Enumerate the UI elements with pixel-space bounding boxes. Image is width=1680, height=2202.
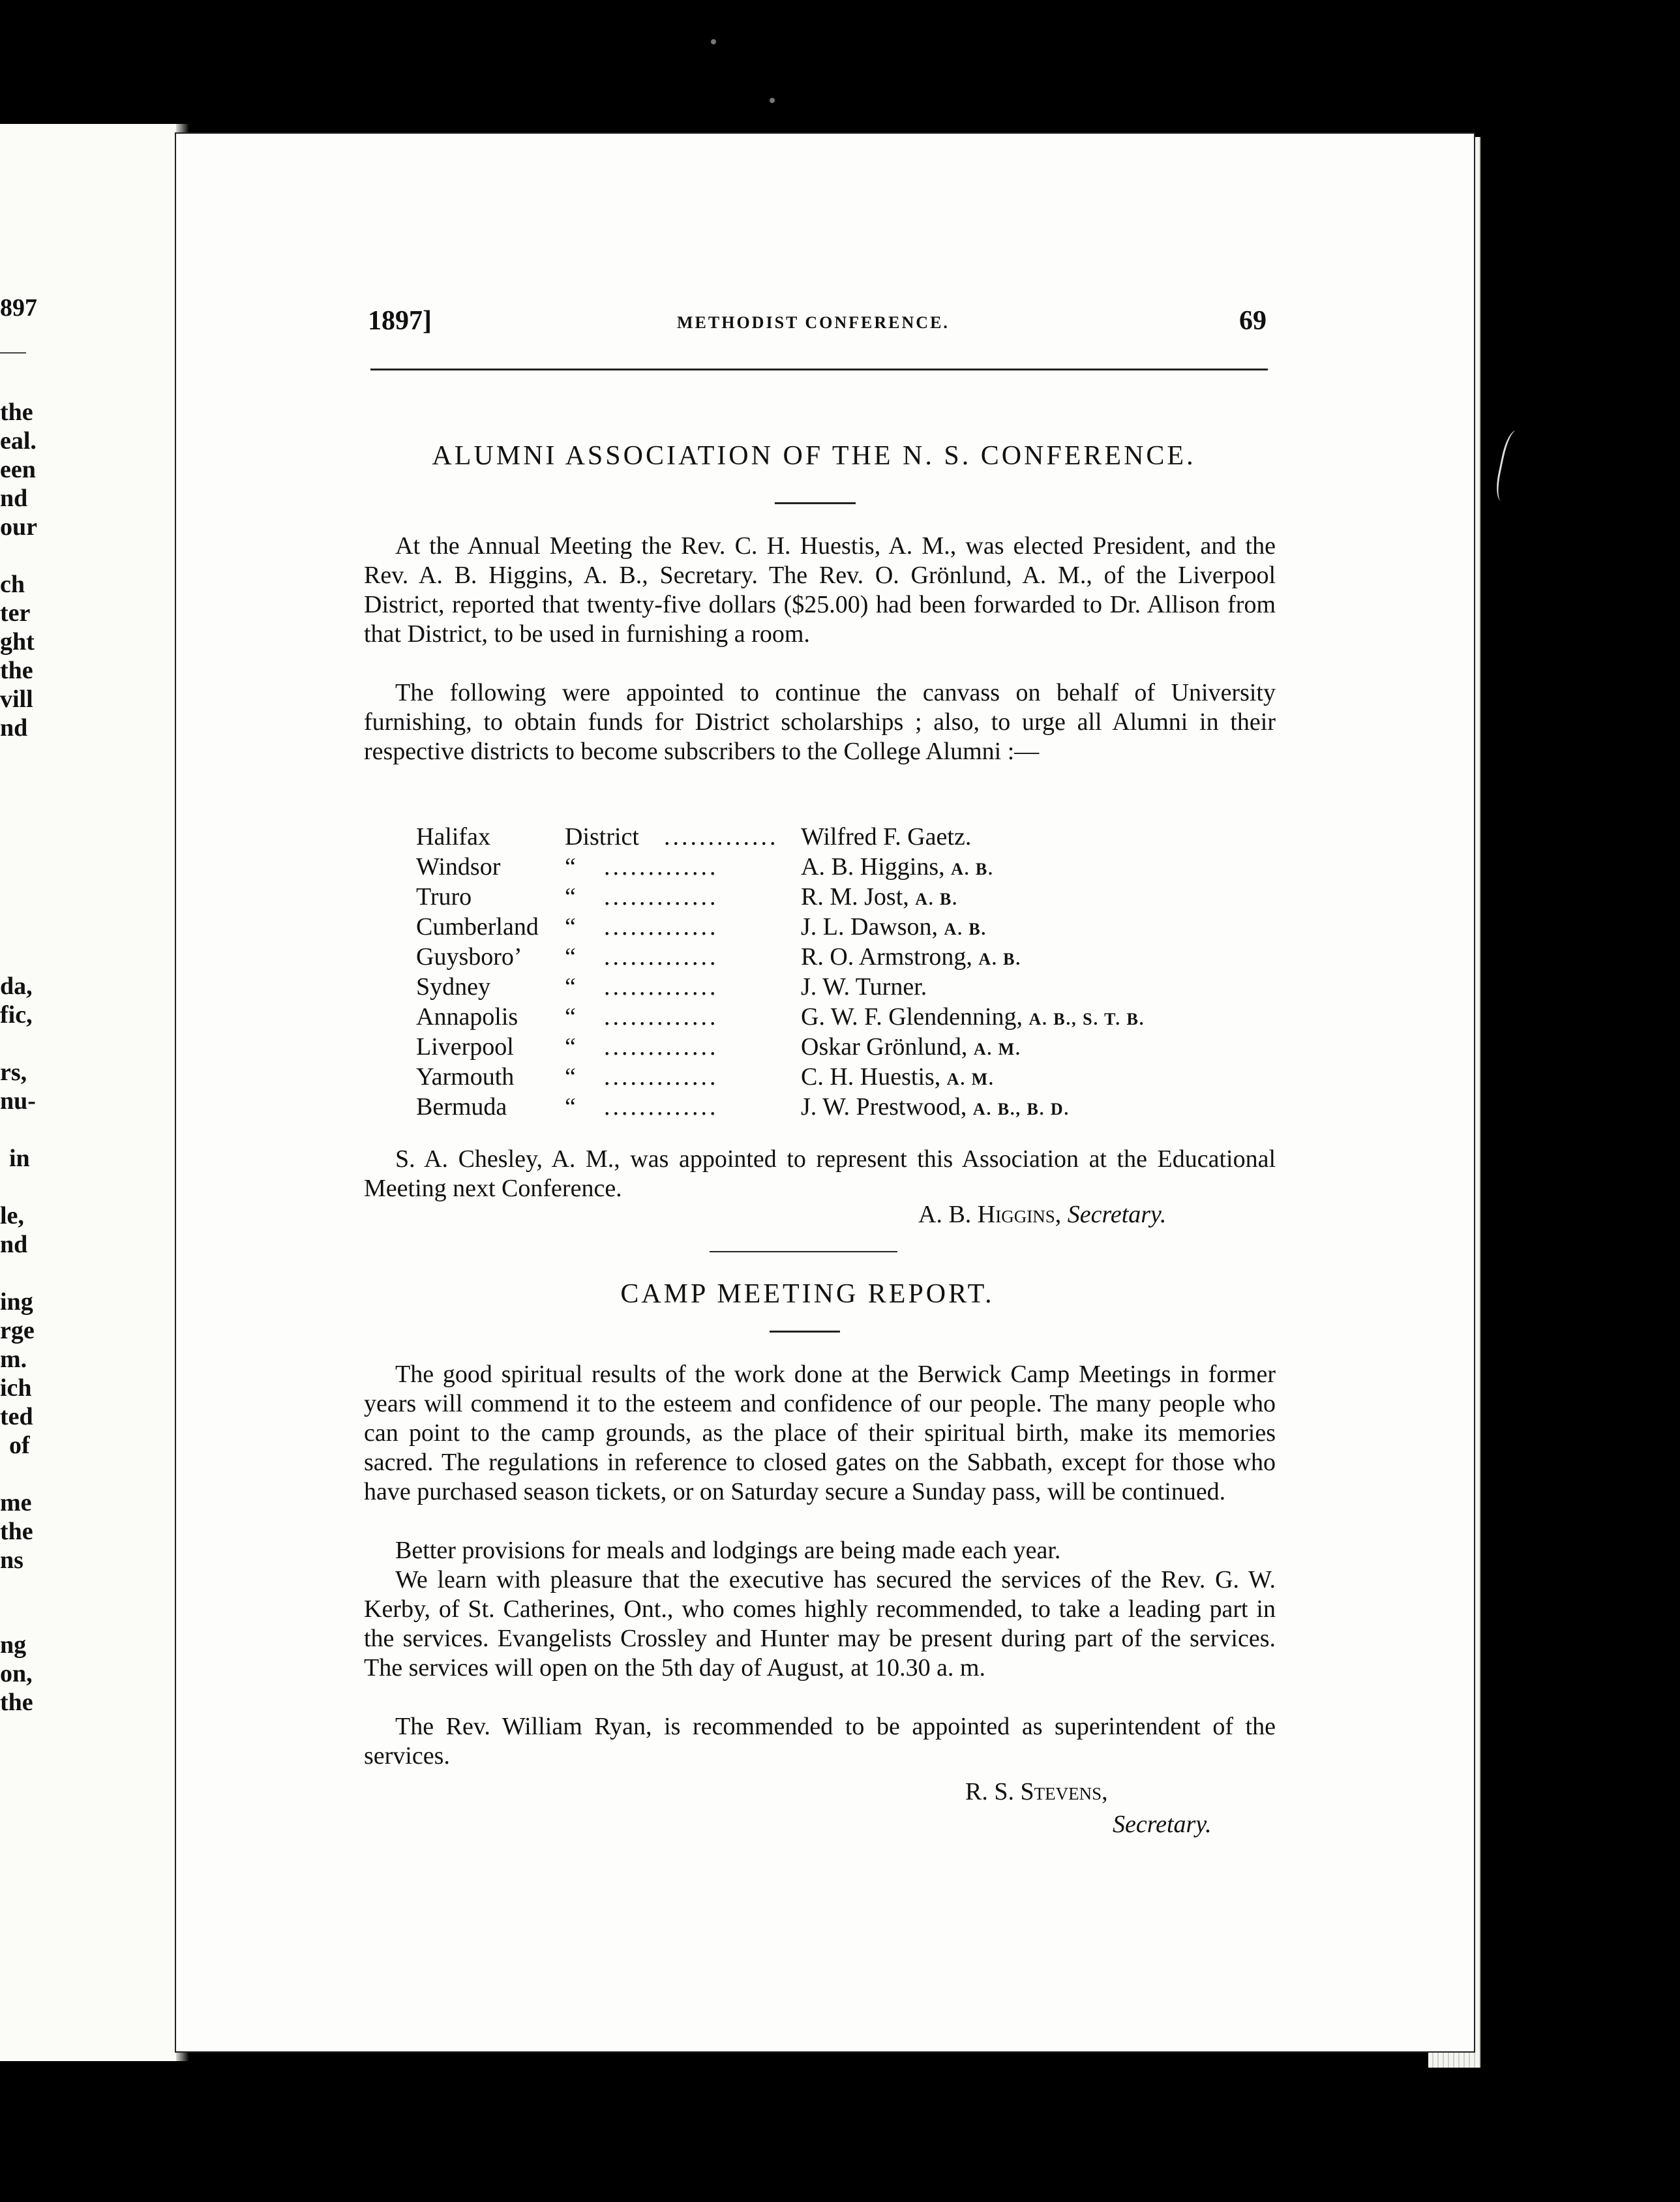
- left-page-fragment: ted: [0, 1403, 33, 1430]
- district-canvasser: [801, 972, 927, 1004]
- alumni-signature-name: A. B. Higgins,: [918, 1201, 1062, 1228]
- canvasser-name: C. H. Huestis,: [801, 1063, 941, 1091]
- district-canvasser: [801, 942, 1021, 974]
- canvasser-name: Wilfred F. Gaetz.: [801, 823, 972, 851]
- left-page-fragment: ich: [0, 1374, 32, 1402]
- district-canvasser: [801, 852, 994, 884]
- district-ditto: “: [565, 853, 576, 881]
- canvasser-name: R. M. Jost,: [801, 883, 909, 911]
- district-name: Truro: [416, 883, 472, 911]
- canvasser-name: Oskar Grönlund,: [801, 1033, 968, 1061]
- district-name: Sydney: [416, 973, 490, 1001]
- left-page-fragment: ch: [0, 571, 25, 598]
- alumni-title-rule: [775, 502, 856, 504]
- header-rule: [370, 369, 1268, 370]
- alumni-paragraph-3: S. A. Chesley, A. M., was appointed to represent this Association at the Educational Meeting next Conference.: [364, 1145, 1276, 1202]
- district-name: Annapolis: [416, 1003, 518, 1031]
- left-page-fragment: ter: [0, 599, 31, 627]
- district-ditto: “: [565, 973, 576, 1001]
- district-ditto: “: [565, 913, 576, 941]
- canvasser-name: R. O. Armstrong,: [801, 943, 972, 971]
- left-page-fragment: nd: [0, 485, 28, 512]
- district-row: [416, 822, 1264, 852]
- left-page-fragment: le,: [0, 1202, 24, 1229]
- canvasser-name: G. W. F. Glendenning,: [801, 1003, 1023, 1031]
- left-page-fragment: eal.: [0, 427, 37, 455]
- canvasser-degree: A. B.: [978, 950, 1021, 969]
- district-row: [416, 852, 1264, 882]
- camp-signature-name-text: R. S. Stevens,: [965, 1778, 1108, 1805]
- district-row: [416, 972, 1264, 1002]
- canvasser-degree: A. M.: [946, 1070, 995, 1089]
- leader-dots: .............: [604, 943, 719, 971]
- district-list: [416, 822, 1264, 1122]
- left-page-fragment: me: [0, 1489, 32, 1516]
- district-canvasser: [801, 822, 971, 854]
- left-page-fragment: on,: [0, 1660, 33, 1687]
- left-page-header-rule: [0, 352, 26, 354]
- leader-dots: .............: [604, 853, 719, 881]
- district-ditto: “: [565, 883, 576, 911]
- leader-dots: .............: [604, 883, 719, 911]
- camp-paragraph-2: Better provisions for meals and lodgings are being made each year.: [395, 1537, 1061, 1564]
- leader-dots: .............: [604, 1033, 719, 1061]
- district-name: Halifax: [416, 823, 490, 851]
- district-name: Guysboro’: [416, 943, 522, 971]
- camp-paragraph-3: We learn with pleasure that the executive has secured the services of the Rev. G. W. Kerby, of St. Catherines, Ont., who comes highly recommended, to take a leading part in the services. Evangelists Crossley and Hunter may be present during part of the services. The services will open on the 5th day of August, at 10.30 a. m.: [364, 1566, 1276, 1682]
- alumni-paragraph-1: At the Annual Meeting the Rev. C. H. Huestis, A. M., was elected President, and the Rev. A. B. Higgins, A. B., Secretary. The Rev. O. Grönlund, A. M., of the Liverpool District, reported that twenty-five dollars ($25.00) had been forwarded to Dr. Allison from that District, to be used in furnishing a room.: [364, 532, 1276, 648]
- leader-dots: .............: [604, 973, 719, 1001]
- canvasser-name: J. W. Prestwood,: [801, 1093, 967, 1121]
- left-page-fragment: rge: [0, 1317, 35, 1344]
- left-page-fragment: nd: [0, 1231, 28, 1258]
- left-page-fragment: the: [0, 1518, 33, 1545]
- canvasser-degree: A. M.: [973, 1040, 1021, 1059]
- canvasser-degree: A. B.: [944, 920, 987, 939]
- canvasser-degree: A. B.: [951, 860, 994, 879]
- page-number: 69: [1239, 306, 1267, 336]
- camp-paragraph-1: The good spiritual results of the work done at the Berwick Camp Meetings in former years will commend it to the esteem and confidence of our people. The many people who can point to the camp grounds, as the place of their spiritual birth, make its memories sacred. The regulations in reference to closed gates on the Sabbath, except for those who have purchased season tickets, or on Saturday secure a Sunday pass, will be continued.: [364, 1361, 1276, 1505]
- left-page-fragment: da,: [0, 973, 33, 1000]
- leader-dots: .............: [664, 823, 779, 851]
- left-page-fragment: the: [0, 1689, 33, 1716]
- leader-dots: .............: [604, 1003, 719, 1031]
- camp-paragraph-4: The Rev. William Ryan, is recommended to be appointed as superintendent of the services.: [364, 1713, 1276, 1770]
- left-page-fragment: een: [0, 456, 36, 483]
- district-canvasser: [801, 1002, 1145, 1034]
- left-page-fragment: fic,: [0, 1001, 33, 1029]
- district-row: [416, 942, 1264, 972]
- running-head-year: 1897]: [368, 306, 432, 336]
- district-row: [416, 882, 1264, 912]
- left-page-fragment: ng: [0, 1631, 27, 1659]
- district-canvasser: [801, 1062, 995, 1094]
- canvasser-name: J. W. Turner.: [801, 973, 927, 1001]
- left-page-fragment: ns: [0, 1546, 23, 1574]
- left-page-fragment: rs,: [0, 1059, 27, 1086]
- left-page-fragment: our: [0, 513, 37, 541]
- leader-dots: .............: [604, 913, 719, 941]
- district-name: Liverpool: [416, 1033, 514, 1061]
- left-page-fragment: the: [0, 657, 33, 684]
- alumni-paragraph-2: The following were appointed to continue the canvass on behalf of University furnishing, to obtain funds for District scholarships ; also, to urge all Alumni in their respective districts to become subscribers to the College Alumni :—: [364, 679, 1276, 765]
- left-page-fragment: vill: [0, 686, 33, 713]
- district-canvasser: [801, 1032, 1021, 1064]
- canvasser-name: A. B. Higgins,: [801, 853, 945, 881]
- leader-dots: .............: [604, 1063, 719, 1091]
- leader-dots: .............: [604, 1093, 719, 1121]
- left-page-fragment: ght: [0, 628, 35, 656]
- left-page-header-fragment: 897: [0, 294, 37, 322]
- alumni-signature: [918, 1200, 1166, 1229]
- left-page-fragment: nu-: [0, 1087, 36, 1115]
- district-row: [416, 1062, 1264, 1092]
- camp-signature-title: Secretary.: [1113, 1811, 1212, 1838]
- left-page-fragment: in: [9, 1145, 30, 1172]
- page-content: [357, 287, 1276, 1838]
- canvasser-degree: A. B., B. D.: [972, 1100, 1070, 1119]
- district-ditto: District: [565, 823, 639, 851]
- district-name: Yarmouth: [416, 1063, 515, 1091]
- camp-signature-name: [965, 1777, 1108, 1806]
- district-name: Bermuda: [416, 1093, 507, 1121]
- district-row: [416, 1002, 1264, 1032]
- district-ditto: “: [565, 943, 576, 971]
- district-row: [416, 1092, 1264, 1122]
- left-page-fragment: m.: [0, 1346, 27, 1373]
- left-page-fragment: ing: [0, 1288, 33, 1316]
- district-ditto: “: [565, 1063, 576, 1091]
- district-ditto: “: [565, 1093, 576, 1121]
- left-page-fragment: nd: [0, 714, 28, 742]
- canvasser-degree: A. B.: [915, 890, 958, 909]
- district-ditto: “: [565, 1033, 576, 1061]
- alumni-signature-title: Secretary.: [1067, 1201, 1167, 1228]
- running-head-title: METHODIST CONFERENCE.: [677, 313, 950, 332]
- canvasser-name: J. L. Dawson,: [801, 913, 938, 941]
- camp-title-rule: [770, 1331, 840, 1333]
- district-canvasser: [801, 882, 958, 914]
- district-canvasser: [801, 1092, 1070, 1124]
- canvasser-degree: A. B., S. T. B.: [1028, 1010, 1145, 1029]
- district-name: Cumberland: [416, 913, 539, 941]
- district-ditto: “: [565, 1003, 576, 1031]
- district-row: [416, 1032, 1264, 1062]
- left-page-fragment: the: [0, 399, 33, 426]
- left-page-fragment: of: [9, 1432, 30, 1459]
- adjacent-left-page: [0, 124, 189, 2061]
- film-scratch-mark: [1493, 429, 1529, 504]
- running-head: [357, 287, 1270, 339]
- camp-section-title: CAMP MEETING REPORT.: [620, 1279, 995, 1309]
- district-row: [416, 912, 1264, 942]
- section-divider-rule: [710, 1251, 897, 1252]
- alumni-section-title: ALUMNI ASSOCIATION OF THE N. S. CONFERENCE.: [432, 441, 1196, 471]
- district-canvasser: [801, 912, 987, 944]
- district-name: Windsor: [416, 853, 501, 881]
